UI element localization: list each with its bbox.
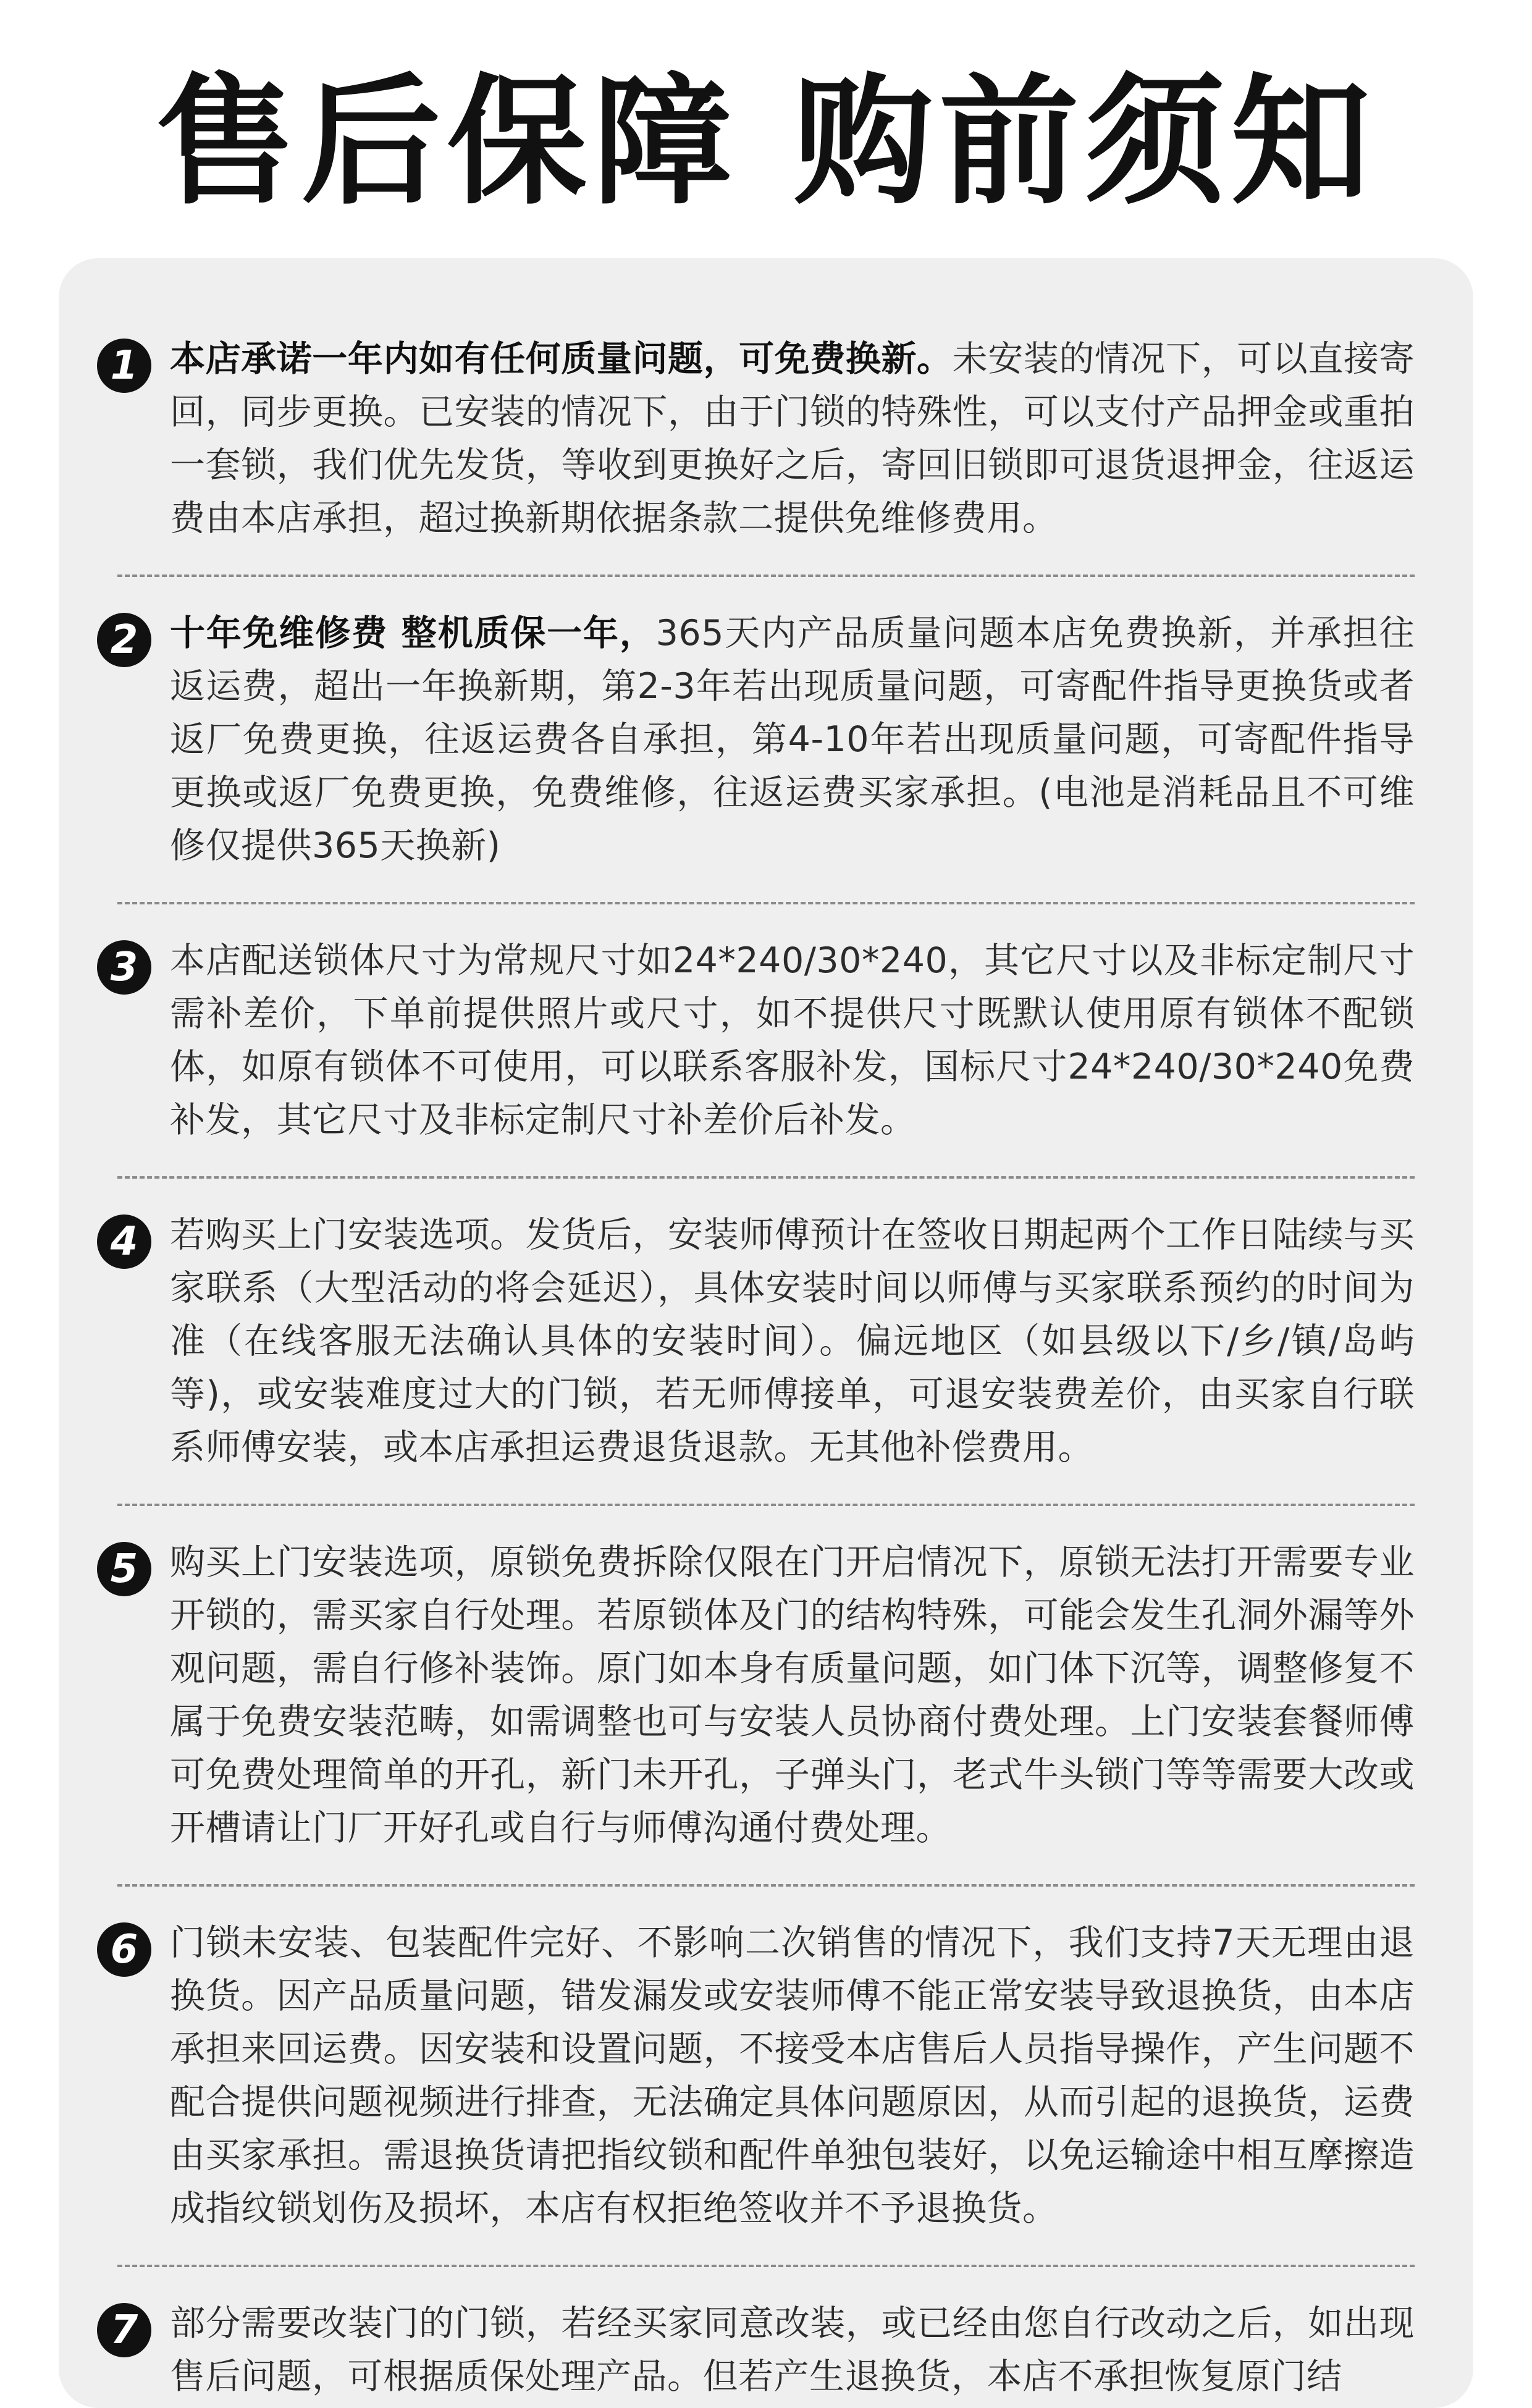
notice-body: 本店配送锁体尺寸为常规尺寸如24*240/30*240，其它尺寸以及非标定制尺寸需补差价，下单前提供照片或尺寸，如不提供尺寸既默认使用原有锁体不配锁体，如原有锁体不可使用，可以联系客服补发，国标尺寸24*240/30*240免费补发，其它尺寸及非标定制尺寸补差价后补发。 (170, 940, 1415, 1140)
notice-item-6 (59, 1916, 1473, 2235)
dashed-divider (117, 575, 1415, 577)
notice-text (170, 934, 1415, 1147)
number-badge: 2 (97, 613, 151, 667)
notice-text (170, 607, 1415, 872)
page-title: 售后保障 购前须知 (155, 61, 1377, 224)
notice-text (170, 1536, 1415, 1854)
notice-item-3 (59, 934, 1473, 1147)
dashed-divider (117, 2265, 1415, 2267)
dashed-divider (117, 1884, 1415, 1887)
notice-body: 未安装的情况下，可以直接寄回，同步更换。已安装的情况下，由于门锁的特殊性，可以支付产品押金或重拍一套锁，我们优先发货，等收到更换好之后，寄回旧锁即可退货退押金，往返运费由本店承担，超过换新期依据条款二提供免维修费用。 (170, 339, 1415, 539)
notice-emphasis: 十年免维修费 整机质保一年， (170, 613, 656, 654)
number-badge: 5 (97, 1542, 151, 1596)
notice-item-7 (59, 2297, 1473, 2403)
number-badge: 7 (97, 2303, 151, 2357)
notice-item-4 (59, 1208, 1473, 1474)
dashed-divider (117, 1176, 1415, 1179)
notice-body: 门锁未安装、包装配件完好、不影响二次销售的情况下，我们支持7天无理由退换货。因产品质量问题，错发漏发或安装师傅不能正常安装导致退换货，由本店承担来回运费。因安装和设置问题，不接受本店售后人员指导操作，产生问题不配合提供问题视频进行排查，无法确定具体问题原因，从而引起的退换货，运费由买家承担。需退换货请把指纹锁和配件单独包装好，以免运输途中相互摩擦造成指纹锁划伤及损坏，本店有权拒绝签收并不予退换货。 (170, 1922, 1415, 2229)
number-badge: 3 (97, 940, 151, 995)
notice-body: 若购买上门安装选项。发货后，安装师傅预计在签收日期起两个工作日陆续与买家联系（大型活动的将会延迟），具体安装时间以师傅与买家联系预约的时间为准（在线客服无法确认具体的安装时间）。偏远地区（如县级以下/乡/镇/岛屿等)，或安装难度过大的门锁，若无师傅接单，可退安装费差价，由买家自行联系师傅安装，或本店承担运费退货退款。无其他补偿费用。 (170, 1215, 1415, 1468)
notice-body: 购买上门安装选项，原锁免费拆除仅限在门开启情况下，原锁无法打开需要专业开锁的，需买家自行处理。若原锁体及门的结构特殊，可能会发生孔洞外漏等外观问题，需自行修补装饰。原门如本身有质量问题，如门体下沉等，调整修复不属于免费安装范畴，如需调整也可与安装人员协商付费处理。上门安装套餐师傅可免费处理简单的开孔，新门未开孔，子弹头门，老式牛头锁门等等需要大改或开槽请让门厂开好孔或自行与师傅沟通付费处理。 (170, 1542, 1415, 1848)
notice-emphasis: 本店承诺一年内如有任何质量问题，可免费换新。 (170, 339, 953, 379)
notice-text (170, 332, 1415, 545)
number-badge: 6 (97, 1922, 151, 1977)
number-badge: 1 (97, 339, 151, 393)
dashed-divider (117, 902, 1415, 904)
notice-text (170, 1916, 1415, 2235)
notice-panel (59, 258, 1473, 2408)
notice-item-1 (59, 332, 1473, 545)
notice-body: 365天内产品质量问题本店免费换新，并承担往返运费，超出一年换新期，第2-3年若出现质量问题，可寄配件指导更换货或者返厂免费更换，往返运费各自承担，第4-10年若出现质量问题，可寄配件指导更换或返厂免费更换，免费维修，往返运费买家承担。(电池是消耗品且不可维修仅提供365天换新) (170, 613, 1415, 866)
notice-body: 部分需要改装门的门锁，若经买家同意改装，或已经由您自行改动之后，如出现售后问题，可根据质保处理产品。但若产生退换货，本店不承担恢复原门结 (170, 2303, 1415, 2397)
notice-list (59, 332, 1473, 2403)
notice-item-2 (59, 607, 1473, 872)
number-badge: 4 (97, 1215, 151, 1269)
notice-item-5 (59, 1536, 1473, 1854)
notice-text (170, 1208, 1415, 1474)
notice-text (170, 2297, 1415, 2403)
dashed-divider (117, 1504, 1415, 1506)
